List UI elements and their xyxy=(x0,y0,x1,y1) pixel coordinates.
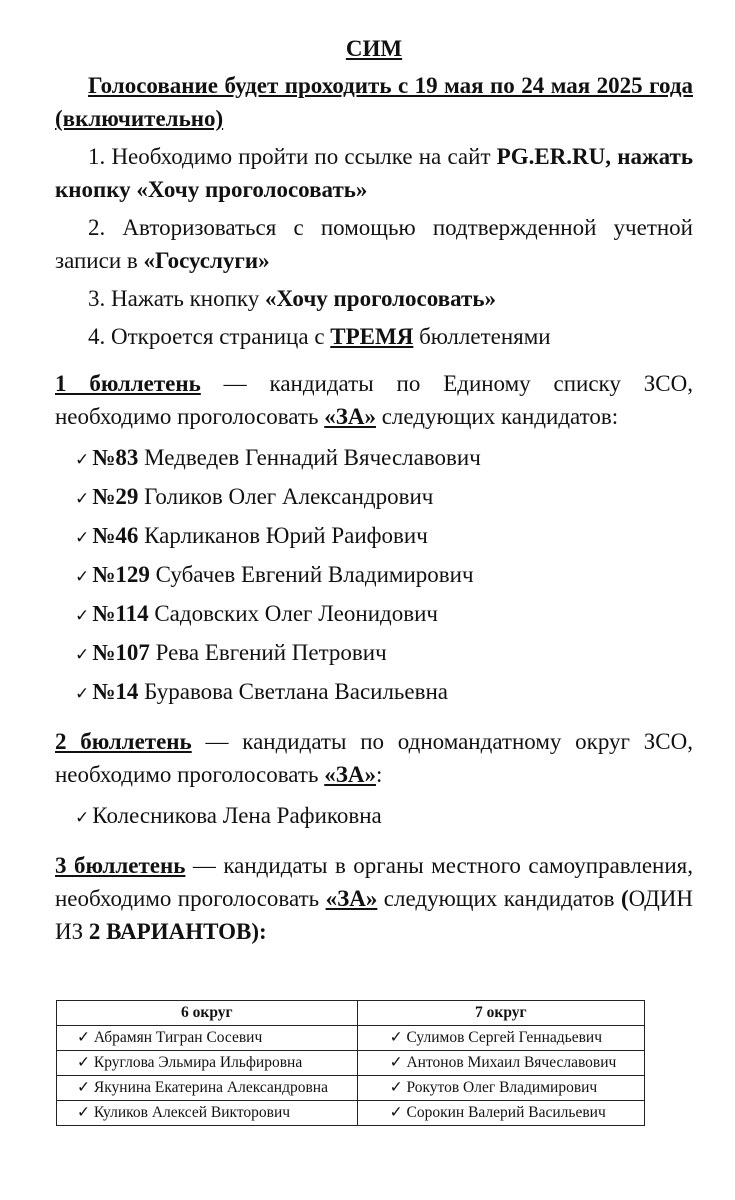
checkmark-icon: ✓ xyxy=(389,1029,403,1046)
candidate-name: Садовских Олег Леонидович xyxy=(148,601,438,626)
checkmark-icon: ✓ xyxy=(77,1029,90,1046)
checkmark-icon: ✓ xyxy=(75,528,90,547)
candidate-name: Рева Евгений Петрович xyxy=(149,640,387,665)
step-2: 2. Авторизоваться с помощью подтвержденной учетной записи в «Госуслуги» xyxy=(55,215,693,273)
list-item xyxy=(75,438,693,477)
document-title: СИМ xyxy=(345,36,403,61)
candidate-name: Буравова Светлана Васильевна xyxy=(138,679,449,704)
step-1: 1. Необходимо пройти по ссылке на сайт PG.ER.RU, нажать кнопку «Хочу проголосовать» xyxy=(55,144,693,202)
checkmark-icon: ✓ xyxy=(75,567,90,586)
list-item xyxy=(75,477,693,516)
table-row xyxy=(57,1026,645,1051)
candidate-number: №29 xyxy=(92,484,139,509)
table-cell: ✓ Круглова Эльмира Ильфировна xyxy=(57,1051,358,1076)
checkmark-icon: ✓ xyxy=(77,1079,90,1096)
step-4: 4. Откроется страница с ТРЕМЯ бюллетенями xyxy=(88,324,551,349)
table-cell: ✓ Рокутов Олег Владимирович xyxy=(357,1076,644,1101)
checkmark-icon: ✓ xyxy=(75,808,90,827)
checkmark-icon: ✓ xyxy=(75,489,90,508)
table-cell: ✓ Антонов Михаил Вячеславович xyxy=(357,1051,644,1076)
checkmark-icon: ✓ xyxy=(77,1054,90,1071)
candidate-name: Медведев Геннадий Вячеславович xyxy=(138,445,481,470)
checkmark-icon: ✓ xyxy=(75,606,90,625)
table-cell: ✓ Сулимов Сергей Геннадьевич xyxy=(357,1026,644,1051)
ballot-2-candidate-list xyxy=(55,796,693,835)
table-header: 7 округ xyxy=(357,1001,644,1026)
list-item: ✓ Колесникова Лена Рафиковна xyxy=(75,803,382,828)
ballot-1-intro: 1 бюллетень — кандидаты по Единому списку ЗСО, необходимо проголосовать «ЗА» следующих кандидатов: xyxy=(55,371,693,429)
step-3: 3. Нажать кнопку «Хочу проголосовать» xyxy=(88,286,496,311)
table-cell: ✓ Сорокин Валерий Васильевич xyxy=(357,1101,644,1126)
candidate-number: №107 xyxy=(92,640,150,665)
list-item xyxy=(75,516,693,555)
ballot-3-intro: 3 бюллетень — кандидаты в органы местного самоуправления, необходимо проголосовать «ЗА» следующих кандидатов (ОДИН ИЗ 2 ВАРИАНТОВ): xyxy=(55,853,693,944)
table-cell: ✓ Куликов Алексей Викторович xyxy=(57,1101,358,1126)
ballot-1-candidate-list xyxy=(55,438,693,711)
candidate-number: №114 xyxy=(92,601,149,626)
candidate-number: №83 xyxy=(92,445,139,470)
checkmark-icon: ✓ xyxy=(75,450,90,469)
checkmark-icon: ✓ xyxy=(389,1054,403,1071)
table-header: 6 округ xyxy=(57,1001,358,1026)
checkmark-icon: ✓ xyxy=(77,1104,90,1121)
candidate-number: №129 xyxy=(92,562,150,587)
table-cell: ✓ Абрамян Тигран Сосевич xyxy=(57,1026,358,1051)
checkmark-icon: ✓ xyxy=(389,1104,403,1121)
ballot-2-intro: 2 бюллетень — кандидаты по одномандатному округ ЗСО, необходимо проголосовать «ЗА»: xyxy=(55,729,693,787)
list-item xyxy=(75,555,693,594)
checkmark-icon: ✓ xyxy=(389,1079,403,1096)
candidate-number: №46 xyxy=(92,523,139,548)
voting-dates-heading: Голосование будет проходить с 19 мая по 24 мая 2025 года (включительно) xyxy=(55,73,693,131)
list-item xyxy=(75,633,693,672)
checkmark-icon: ✓ xyxy=(75,645,90,664)
ballot-3-candidates-table xyxy=(56,1000,645,1126)
checkmark-icon: ✓ xyxy=(75,684,90,703)
candidate-name: Субачев Евгений Владимирович xyxy=(149,562,474,587)
table-row xyxy=(57,1051,645,1076)
candidate-name: Карликанов Юрий Раифович xyxy=(138,523,428,548)
candidate-name: Голиков Олег Александрович xyxy=(138,484,434,509)
table-row xyxy=(57,1076,645,1101)
list-item xyxy=(75,594,693,633)
list-item xyxy=(75,672,693,711)
site-link[interactable]: PG.ER.RU, нажать кнопку «Хочу проголосовать» xyxy=(55,144,693,202)
table-row xyxy=(57,1101,645,1126)
table-cell: ✓ Якунина Екатерина Александровна xyxy=(57,1076,358,1101)
candidate-number: №14 xyxy=(92,679,139,704)
